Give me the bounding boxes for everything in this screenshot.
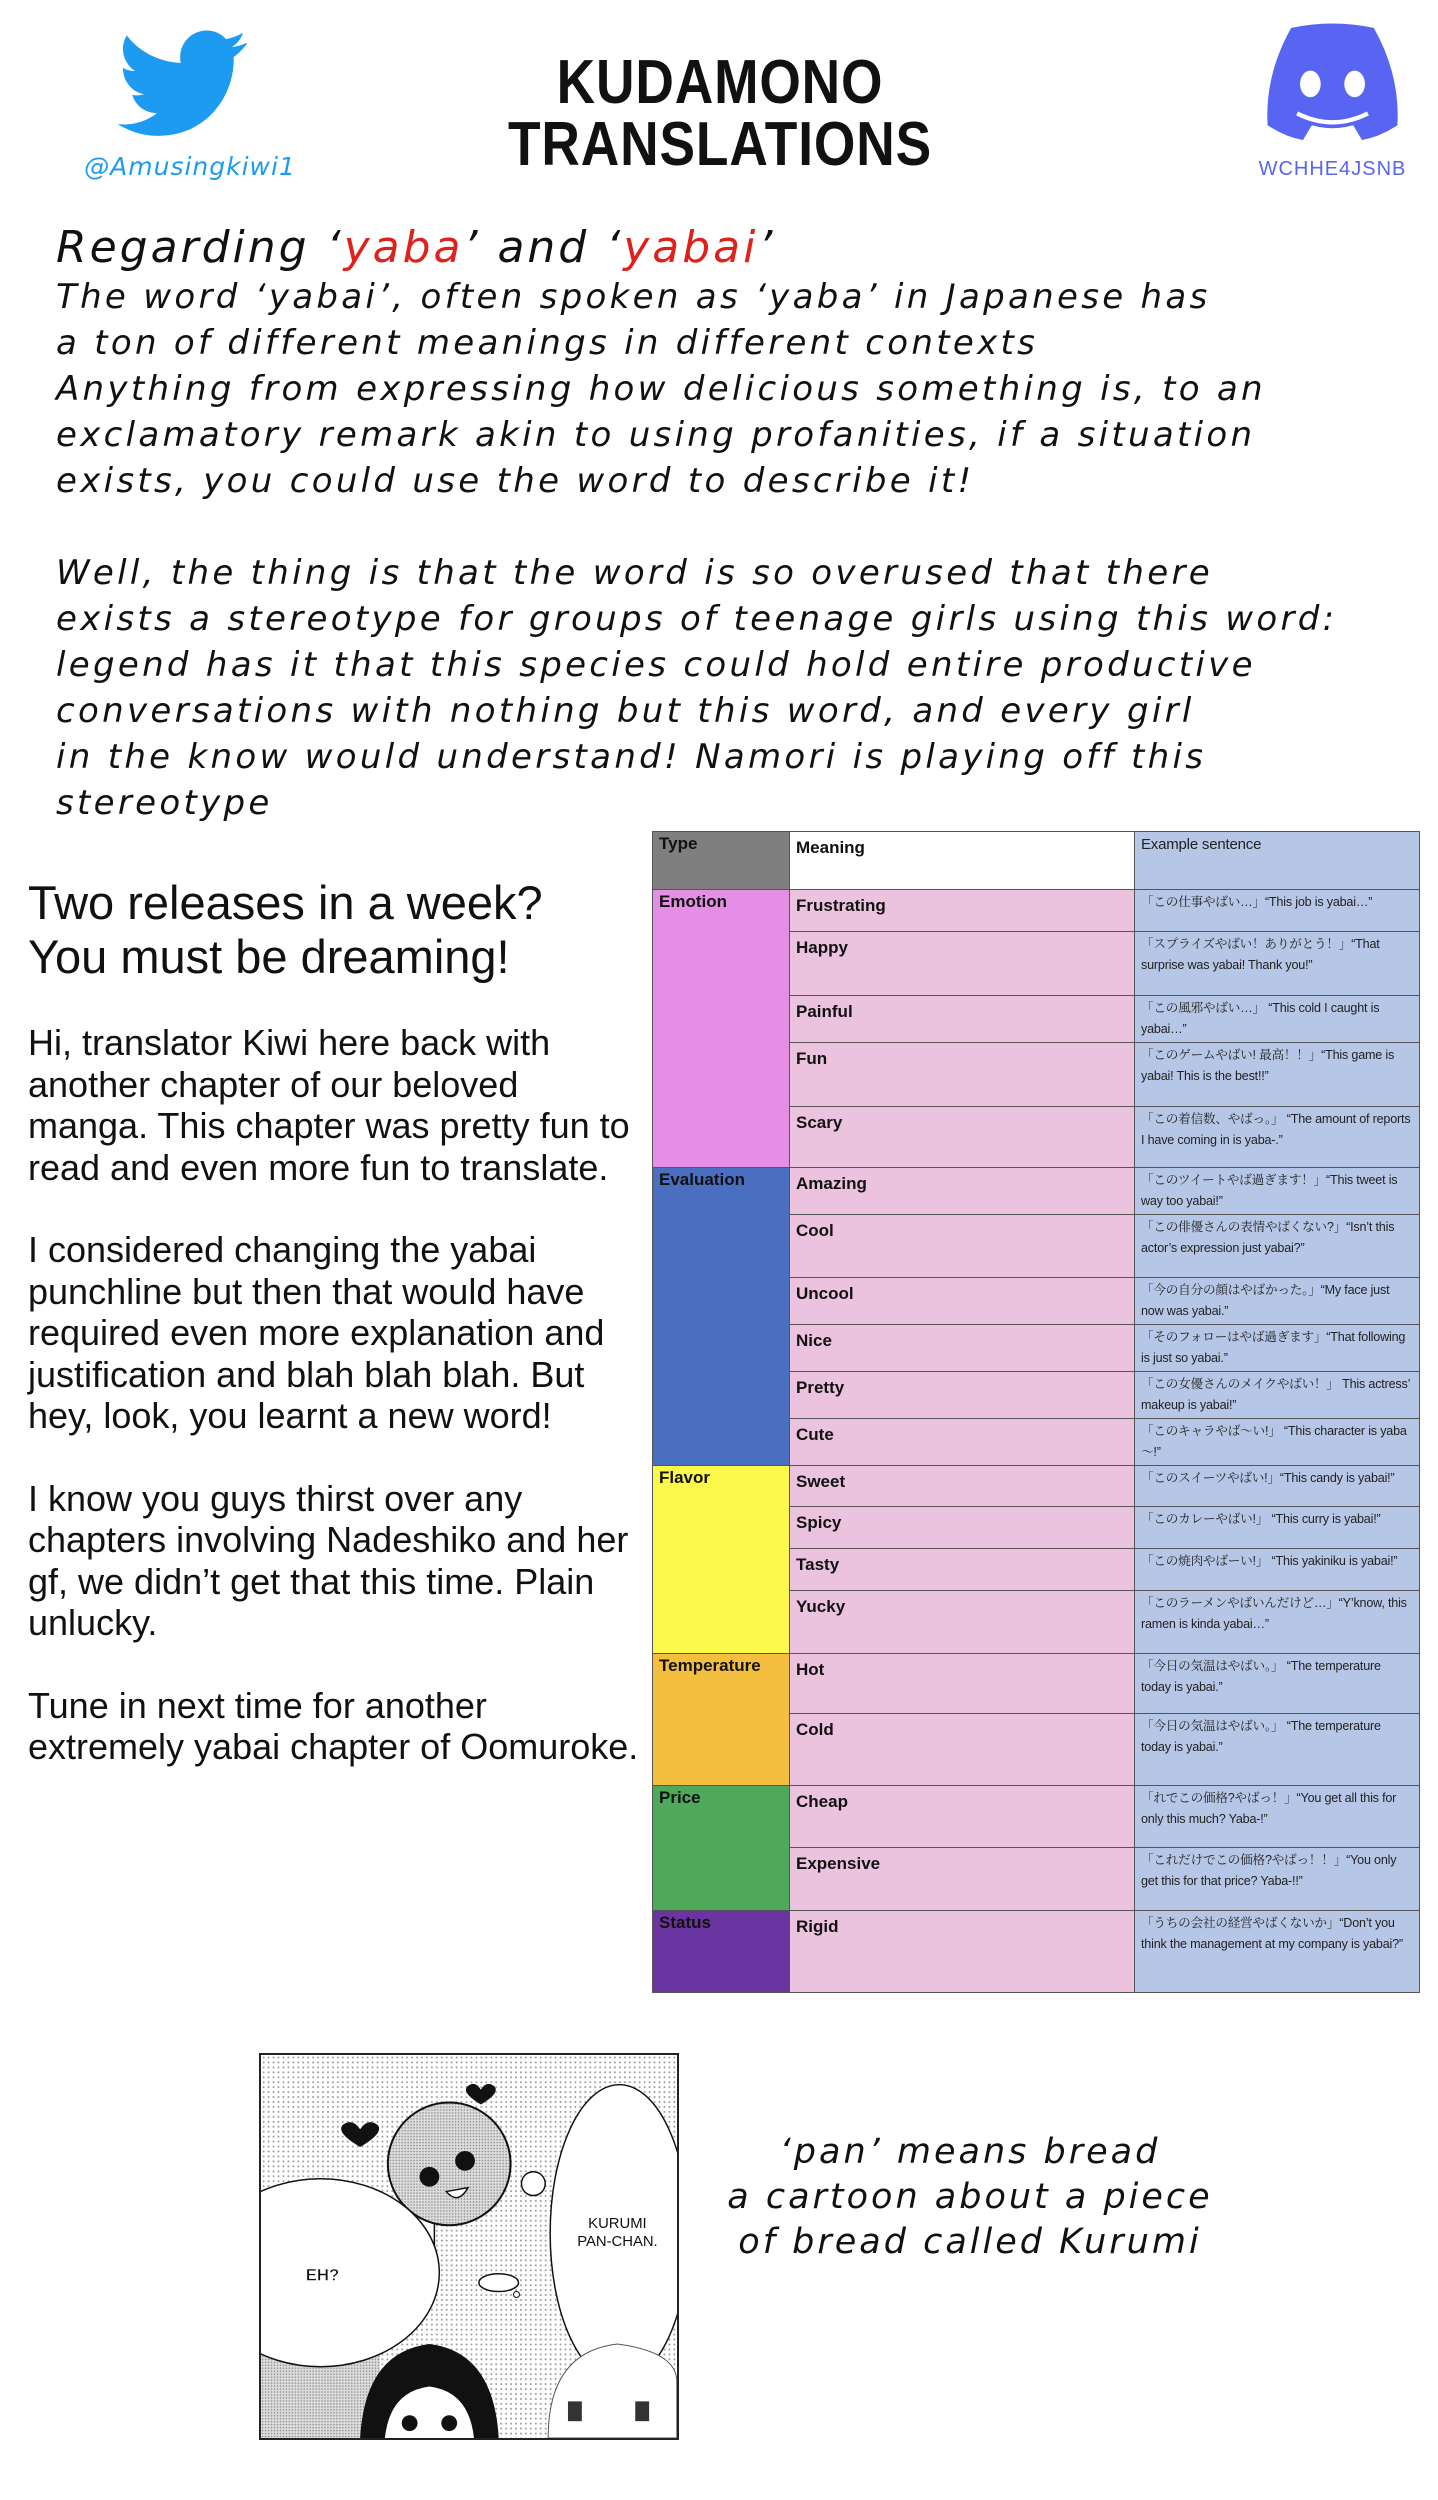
explanation-line: in the know would understand! Namori is playing off this <box>56 737 1207 777</box>
meaning-cell: Rigid <box>790 1911 1135 1993</box>
example-cell: 「この着信数、やばっ。」 “The amount of reports I have coming in is yaba-.” <box>1135 1107 1420 1168</box>
explanation-line: Well, the thing is that the word is so overused that there <box>56 553 1213 593</box>
table-row <box>653 1911 1420 1993</box>
twitter-handle[interactable]: @Amusingkiwi1 <box>84 152 296 181</box>
heading-word-yaba: yaba <box>343 222 464 273</box>
bubble-right-text: KURUMI <box>588 2216 647 2233</box>
meaning-cell: Frustrating <box>790 890 1135 932</box>
site-title-line1: KUDAMONO <box>556 48 884 117</box>
meaning-cell: Cute <box>790 1419 1135 1466</box>
note-paragraph: Tune in next time for another extremely yabai chapter of Oomuroke. <box>28 1684 639 1767</box>
discord-invite-code[interactable]: WCHHE4JSNB <box>1258 158 1407 180</box>
table-header-row <box>653 832 1420 890</box>
example-cell: 「このゲームやばい! 最高！！」“This game is yabai! This is the best!!” <box>1135 1043 1420 1107</box>
meaning-cell: Scary <box>790 1107 1135 1168</box>
example-cell: 「これだけでこの価格?やばっ！！」“You only get this for that price? Yaba-!!” <box>1135 1848 1420 1911</box>
example-cell: 「この焼肉やばーい!」 “This yakiniku is yabai!” <box>1135 1549 1420 1591</box>
manga-panel-image <box>259 2053 679 2440</box>
heading-text: Regarding ‘ <box>56 222 344 273</box>
header-meaning: Meaning <box>790 832 1135 890</box>
header-example: Example sentence <box>1135 832 1420 890</box>
type-cell: Status <box>653 1911 790 1993</box>
caption-line: a cartoon about a piece <box>727 2177 1213 2217</box>
example-cell: 「この俳優さんの表情やばくない?」“Isn’t this actor’s expression just yabai?” <box>1135 1215 1420 1278</box>
header-type: Type <box>653 832 790 890</box>
example-cell: 「そのフォローはやば過ぎます」“That following is just so yabai.” <box>1135 1325 1420 1372</box>
yabai-meanings-table <box>652 831 1420 1993</box>
note-paragraph: I know you guys thirst over any chapters involving Nadeshiko and her gf, we didn’t get that this time. Plain unlucky. <box>28 1477 629 1643</box>
table-row <box>653 1654 1420 1714</box>
twitter-bird-icon[interactable] <box>118 30 250 138</box>
heading-word-yabai: yabai <box>623 222 759 273</box>
meaning-cell: Yucky <box>790 1591 1135 1654</box>
meaning-cell: Sweet <box>790 1466 1135 1507</box>
explanation-line: conversations with nothing but this word, and every girl <box>56 691 1195 731</box>
meaning-cell: Painful <box>790 996 1135 1043</box>
example-cell: 「このカレーやばい!」 “This curry is yabai!” <box>1135 1507 1420 1549</box>
example-cell: 「この風邪やばい…」 “This cold I caught is yabai…” <box>1135 996 1420 1043</box>
meaning-cell: Cheap <box>790 1786 1135 1848</box>
example-cell: 「うちの会社の経営やばくないか」“Don’t you think the management at my company is yabai?” <box>1135 1911 1420 1993</box>
meaning-cell: Expensive <box>790 1848 1135 1911</box>
table-row <box>653 890 1420 932</box>
type-cell: Temperature <box>653 1654 790 1786</box>
explanation-heading <box>56 222 1337 274</box>
example-cell: 「この女優さんのメイクやばい！」 This actress’ makeup is yabai!” <box>1135 1372 1420 1419</box>
table-row <box>653 1466 1420 1507</box>
note-heading: Two releases in a week? <box>28 876 543 929</box>
explanation-line: exclamatory remark akin to using profanities, if a situation <box>56 415 1256 455</box>
explanation-line: stereotype <box>56 783 273 823</box>
explanation-line: legend has it that this species could hold entire productive <box>56 645 1256 685</box>
meaning-cell: Happy <box>790 932 1135 996</box>
yabai-explanation <box>56 222 1337 826</box>
meaning-cell: Cool <box>790 1215 1135 1278</box>
explanation-line: exists a stereotype for groups of teenage girls using this word: <box>56 599 1338 639</box>
meaning-cell: Spicy <box>790 1507 1135 1549</box>
site-title <box>462 48 978 179</box>
meaning-cell: Tasty <box>790 1549 1135 1591</box>
type-cell: Emotion <box>653 890 790 1168</box>
explanation-line: exists, you could use the word to describe it! <box>56 461 975 501</box>
example-cell: 「スプライズやばい！ありがとう！」“That surprise was yabai! Thank you!” <box>1135 932 1420 996</box>
translator-note <box>28 876 648 1809</box>
bubble-right-text: PAN-CHAN. <box>577 2234 658 2251</box>
table-row <box>653 1786 1420 1848</box>
manga-caption <box>700 2130 1240 2265</box>
meaning-cell: Uncool <box>790 1278 1135 1325</box>
table-row <box>653 1168 1420 1215</box>
example-cell: 「このツイートやば過ぎます！」“This tweet is way too yabai!” <box>1135 1168 1420 1215</box>
meaning-cell: Fun <box>790 1043 1135 1107</box>
explanation-line: a ton of different meanings in different contexts <box>56 323 1039 363</box>
caption-line: ‘pan’ means bread <box>779 2132 1161 2172</box>
example-cell: 「今の自分の顔はやばかった。」“My face just now was yabai.” <box>1135 1278 1420 1325</box>
caption-line: of bread called Kurumi <box>738 2222 1202 2262</box>
example-cell: 「このスイーツやばい!」“This candy is yabai!” <box>1135 1466 1420 1507</box>
bubble-left-text: EH? <box>305 2265 340 2285</box>
meaning-cell: Nice <box>790 1325 1135 1372</box>
meaning-cell: Amazing <box>790 1168 1135 1215</box>
discord-logo-icon[interactable] <box>1250 22 1415 140</box>
note-paragraph: I considered changing the yabai punchline but then that would have required even more explanation and justification and blah blah blah. But hey, look, you learnt a new word! <box>28 1229 605 1436</box>
heading-text: ’ and ‘ <box>463 222 624 273</box>
example-cell: 「今日の気温はやばい。」 “The temperature today is yabai.” <box>1135 1654 1420 1714</box>
type-cell: Evaluation <box>653 1168 790 1466</box>
type-cell: Price <box>653 1786 790 1911</box>
meaning-cell: Cold <box>790 1714 1135 1786</box>
type-cell: Flavor <box>653 1466 790 1654</box>
explanation-line: The word ‘yabai’, often spoken as ‘yaba’ in Japanese has <box>56 277 1211 317</box>
note-paragraph: Hi, translator Kiwi here back with another chapter of our beloved manga. This chapter was pretty fun to read and even more fun to translate. <box>28 1022 630 1188</box>
explanation-line: Anything from expressing how delicious something is, to an <box>56 369 1266 409</box>
example-cell: 「れでこの価格?やばっ！」“You get all this for only this much? Yaba-!” <box>1135 1786 1420 1848</box>
example-cell: 「このラーメンやばいんだけど…」“Y’know, this ramen is kinda yabai…” <box>1135 1591 1420 1654</box>
heading-text: ’ <box>758 222 776 273</box>
note-heading: You must be dreaming! <box>28 930 510 983</box>
example-cell: 「この仕事やばい…」“This job is yabai…” <box>1135 890 1420 932</box>
site-title-line2: TRANSLATIONS <box>507 110 933 179</box>
example-cell: 「このキャラやば～い!」 “This character is yaba～!” <box>1135 1419 1420 1466</box>
meaning-cell: Pretty <box>790 1372 1135 1419</box>
example-cell: 「今日の気温はやばい。」 “The temperature today is yabai.” <box>1135 1714 1420 1786</box>
meaning-cell: Hot <box>790 1654 1135 1714</box>
